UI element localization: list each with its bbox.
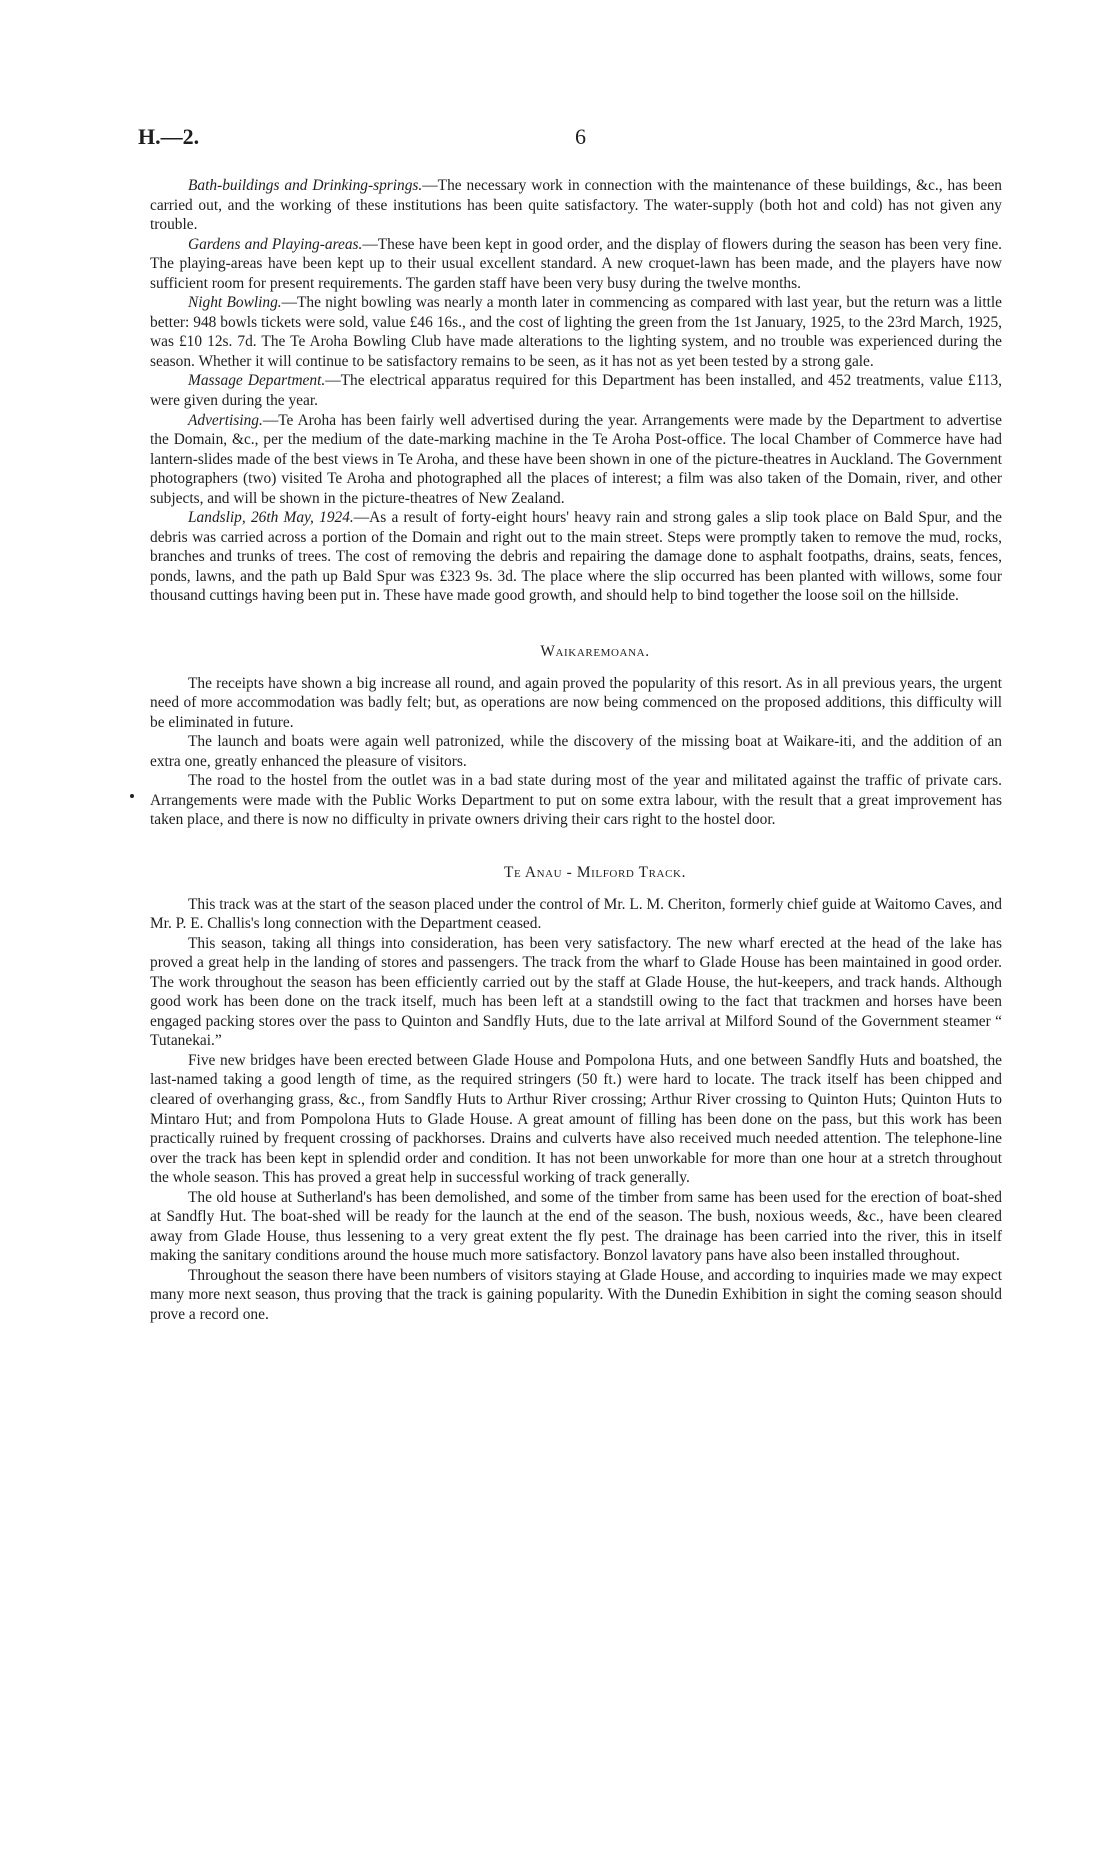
stray-ink-mark bbox=[130, 794, 134, 798]
paragraph-lead: Advertising. bbox=[188, 411, 263, 429]
paragraph-advertising bbox=[150, 411, 1002, 509]
paragraph-text: The old house at Sutherland's has been demolished, and some of the timber from same has been used for the erection of boat-shed at Sandfly Hut. The boat-shed will be ready for the launch at the end of the season. The bush, noxious weeds, &c., have been cleared away from Glade House, thus lessening to a very great extent the fly pest. The drainage has been carried into the river, this in itself making the sanitary conditions around the house much more satisfactory. Bonzol lavatory pans have also been installed throughout. bbox=[150, 1188, 1002, 1265]
paragraph-text: —These have been kept in good order, and the display of flowers during the season has been very fine. The playing-areas have been kept up to their usual excellent standard. A new croquet-lawn has been made, and the players have now sufficient room for present requirements. The garden staff have been very busy during the twelve months. bbox=[150, 235, 1003, 292]
paragraph-text: Five new bridges have been erected between Glade House and Pompolona Huts, and one between Sandfly Huts and boatshed, the last-named taking a good length of time, as the required stringers (50 ft.) were hard to locate. The track itself has been chipped and cleared of overhanging grass, &c., from Sandfly Huts to Arthur River crossing; Arthur River crossing to Quinton Huts; Quinton Huts to Mintaro Hut; and from Pompolona Huts to Glade House. A great amount of filling has been done on the pass, but this work has been practically ruined by frequent crossing of packhorses. Drains and culverts have also received much needed attention. The telephone-line over the track has been kept in splendid order and condition. It has not been unworkable for more than one hour at a stretch throughout the whole season. This has proved a great help in successful working of track generally. bbox=[150, 1051, 1002, 1187]
page-header bbox=[138, 124, 976, 158]
paragraph-text: Throughout the season there have been numbers of visitors staying at Glade House, and according to inquiries made we may expect many more next season, thus proving that the track is gaining popularity. With the Dunedin Exhibition in sight the coming season should prove a record one. bbox=[150, 1266, 1002, 1323]
section-te-anau-milford-track bbox=[150, 863, 1002, 1325]
paragraph-text: —Te Aroha has been fairly well advertised during the year. Arrangements were made by the Department to advertise the Domain, &c., per the medium of the date-marking machine in the Te Aroha Post-office. The local Chamber of Commerce have had lantern-slides made of the best views in Te Aroha, and these have been shown in one of the picture-theatres in Auckland. The Government photographers (two) visited Te Aroha and photographed all the places of interest; a film was also taken of the Domain, river, and other subjects, and will be shown in the picture-theatres of New Zealand. bbox=[150, 411, 1002, 507]
paragraph bbox=[150, 771, 1002, 830]
paragraph-text: The launch and boats were again well patronized, while the discovery of the missing boat at Waikare-iti, and the addition of an extra one, greatly enhanced the pleasure of visitors. bbox=[150, 733, 1002, 770]
paragraph-gardens bbox=[150, 235, 1002, 294]
paragraph-text: This season, taking all things into consideration, has been very satisfactory. The new wharf erected at the head of the lake has proved a great help in the landing of stores and passengers. The track from the wharf to Glade House has been maintained in good order. The work throughout the season has been efficiently carried out by the staff at Glade House, the hut-keepers, and track hands. Although good work has been done on the track itself, much has been left at a standstill owing to the fact that trackmen and horses have been engaged packing stores over the pass to Quinton and Sandfly Huts, due to the late arrival at Milford Sound of the Government steamer “ Tutanekai.” bbox=[150, 934, 1002, 1050]
section-heading: Te Anau - Milford Track. bbox=[503, 863, 687, 881]
document-reference: H.—2. bbox=[138, 124, 200, 149]
page-number: 6 bbox=[575, 124, 586, 149]
document-body bbox=[150, 176, 1002, 1325]
section-heading: Waikaremoana. bbox=[540, 643, 650, 661]
paragraph-lead: Night Bowling. bbox=[188, 294, 282, 312]
paragraph-text: —The necessary work in connection with the maintenance of these buildings, &c., has been carried out, and the working of these institutions has been quite satisfactory. The water-supply (both hot and cold) has not given any trouble. bbox=[150, 177, 1002, 234]
paragraph bbox=[150, 934, 1002, 1051]
paragraph-bath-buildings bbox=[150, 176, 1002, 235]
paragraph-night-bowling bbox=[150, 293, 1002, 371]
paragraph-lead: Bath-buildings and Drinking-springs. bbox=[188, 177, 423, 194]
paragraph bbox=[150, 1266, 1002, 1325]
paragraph-lead: Massage Department. bbox=[188, 372, 326, 390]
section-waikaremoana bbox=[150, 642, 1002, 830]
paragraph-landslip bbox=[150, 508, 1002, 606]
paragraph bbox=[150, 674, 1002, 733]
paragraph-text: This track was at the start of the season placed under the control of Mr. L. M. Cheriton, formerly chief guide at Waitomo Caves, and Mr. P. E. Challis's long connection with the Department ceased. bbox=[150, 895, 1002, 933]
paragraph-text: —As a result of forty-eight hours' heavy rain and strong gales a slip took place on Bald Spur, and the debris was carried across a portion of the Domain and right out to the main street. Steps were promptly taken to remove the mud, rocks, branches and trunks of trees. The cost of removing the debris and repairing the damage done to asphalt footpaths, drains, seats, fences, ponds, lawns, and the path up Bald Spur was £323 9s. 3d. The place where the slip occurred has been planted with willows, some four thousand cuttings having been put in. These have made good growth, and should help to bind together the loose soil on the hillside. bbox=[150, 509, 1002, 605]
paragraph-text: —The electrical apparatus required for this Department has been installed, and 452 treatments, value £113, were given during the year. bbox=[150, 372, 1002, 410]
paragraph-lead: Landslip, 26th May, 1924. bbox=[188, 509, 354, 527]
paragraph-lead: Gardens and Playing-areas. bbox=[188, 235, 363, 253]
paragraph bbox=[150, 1188, 1002, 1266]
paragraph-text: —The night bowling was nearly a month later in commencing as compared with last year, but the return was a little better: 948 bowls tickets were sold, value £46 16s., and the cost of lighting the green from the 1st January, 1925, to the 23rd March, 1925, was £10 12s. 7d. The Te Aroha Bowling Club have made alterations to the lighting system, and no trouble was experienced during the season. Whether it will continue to be satisfactory remains to be seen, as it has not as yet been tested by a strong gale. bbox=[150, 294, 1002, 370]
paragraph-text: The receipts have shown a big increase all round, and again proved the popularity of this resort. As in all previous years, the urgent need of more accommodation was badly felt; but, as operations are now being commenced on the proposed additions, this difficulty will be eliminated in future. bbox=[150, 674, 1002, 731]
paragraph-massage bbox=[150, 371, 1002, 410]
paragraph-text: The road to the hostel from the outlet was in a bad state during most of the year and militated against the traffic of private cars. Arrangements were made with the Public Works Department to put on some extra labour, with the result that a great improvement has taken place, and there is now no difficulty in private owners driving their cars right to the hostel door. bbox=[150, 772, 1002, 829]
paragraph bbox=[150, 895, 1002, 934]
paragraph bbox=[150, 732, 1002, 771]
section-te-aroha-continued bbox=[150, 176, 1002, 606]
paragraph bbox=[150, 1051, 1002, 1188]
